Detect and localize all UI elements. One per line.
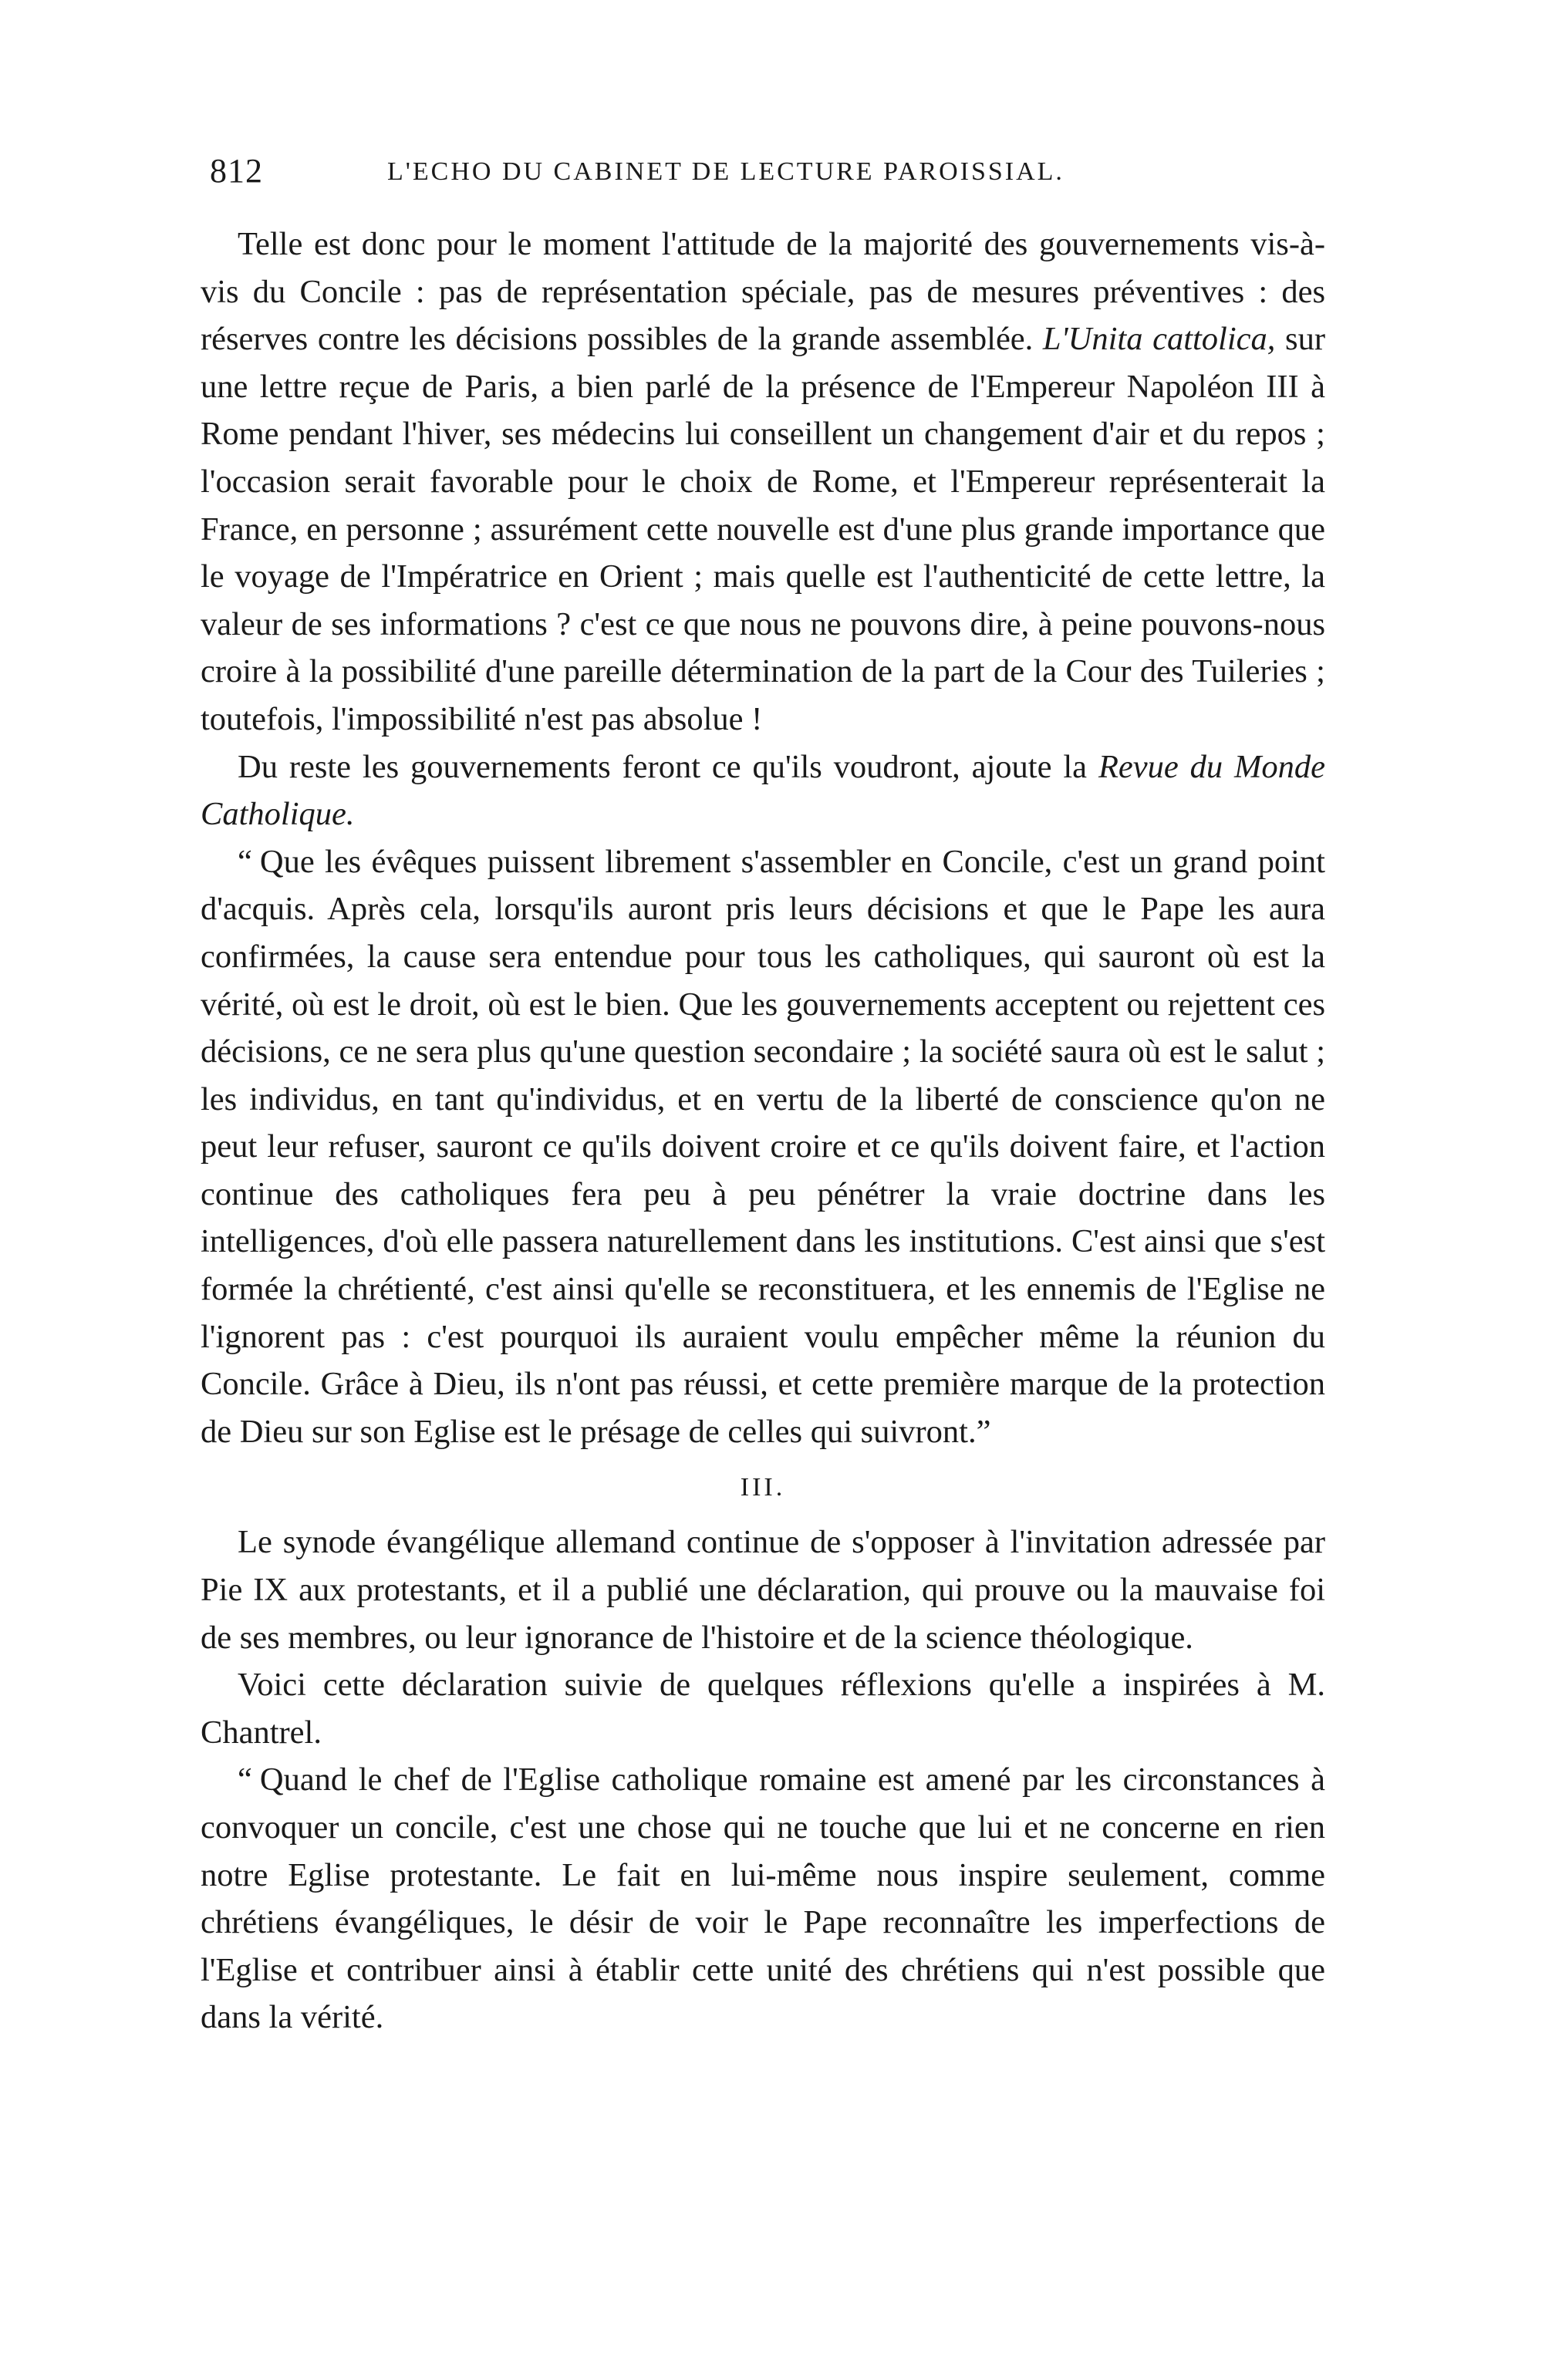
paragraph-2-text: Du reste les gouvernements feront ce qu'ils voudront, ajoute la (238, 748, 1088, 785)
paragraph-2-italic-title: Revue du Monde Catholique. (201, 748, 1326, 833)
page-number: 812 (210, 152, 263, 190)
paragraph-1-text-a: Telle est donc pour le moment l'attitude de la majorité des gouvernements vis-à-vis du Concile : pas de représentation spéciale, pas de mesures préventives : des réserves contre les décisions possibles de la grande assemblée. (201, 226, 1325, 358)
paragraph-3-text: Que les évêques puissent librement s'assembler en Concile, c'est un grand point d'acquis. Après cela, lorsqu'ils auront pris leurs décisions et que le Pape les aura confirmées, la cause sera entendue pour tous les catholiques, qui sauront où est la vérité, où est le droit, où est le bien. Que les gouvernements acceptent ou rejettent ces décisions, ce ne sera plus qu'une question secondaire ; la société saura où est le salut ; les individus, en tant qu'individus, et en vertu de la liberté de conscience qu'on ne peut leur refuser, sauront ce qu'ils doivent croire et ce qu'ils doivent faire, et l'action continue des catholiques fera peu à peu pénétrer la vraie doctrine dans les intelligences, d'où elle passera naturellement dans les institutions. C'est ainsi que s'est formée la chrétienté, c'est ainsi qu'elle se reconstituera, et les ennemis de l'Eglise ne l'ignorent pas : c'est pourquoi ils auraient voulu empêcher même la réunion du Concile. Grâce à Dieu, ils n'ont pas réussi, et cette première marque de la protection de Dieu sur son Eglise est le présage de celles qui suivront.” (201, 843, 1325, 1450)
paragraph-1-italic-title: L'Unita cattolica, (1042, 321, 1276, 358)
paragraph-4-text: Le synode évangélique allemand continue de s'opposer à l'invitation adressée par Pie IX aux protestants, et il a publié une déclaration, qui prouve ou la mauvaise foi de ses membres, ou leur ignorance de l'histoire et de la science théologique. (201, 1524, 1325, 1656)
section-heading: III. (740, 1473, 786, 1502)
paragraph-2 (201, 743, 1325, 838)
paragraph-6-text: Quand le chef de l'Eglise catholique romaine est amené par les circonstances à convoquer un concile, c'est une chose qui ne touche que lui et ne concerne en rien notre Eglise protestante. Le fait en lui-même nous inspire seulement, comme chrétiens évangéliques, le désir de voir le Pape reconnaître les imperfections de l'Eglise et contribuer ainsi à établir cette unité des chrétiens qui n'est possible que dans la vérité. (201, 1761, 1325, 2036)
running-head (210, 151, 1336, 197)
paragraph-6-quote (201, 1756, 1325, 2041)
body-text (201, 221, 1325, 2041)
paragraph-5 (201, 1661, 1325, 1756)
open-quote-mark: “ (238, 843, 252, 880)
paragraph-5-text: Voici cette déclaration suivie de quelques réflexions qu'elle a inspirées à M. Chantrel. (201, 1667, 1325, 1751)
open-quote-mark: “ (238, 1761, 252, 1798)
paragraph-1-text-b: sur une lettre reçue de Paris, a bien parlé de la présence de l'Empereur Napoléon III à Rome pendant l'hiver, ses médecins lui conseillent un changement d'air et du repos ; l'occasion serait favorable pour le choix de Rome, et l'Empereur représenterait la France, en personne ; assurément cette nouvelle est d'une plus grande importance que le voyage de l'Impératrice en Orient ; mais quelle est l'authenticité de cette lettre, la valeur de ses informations ? c'est ce que nous ne pouvons dire, à peine pouvons-nous croire à la possibilité d'une pareille détermination de la part de la Cour des Tuileries ; toutefois, l'impossibilité n'est pas absolue ! (201, 321, 1325, 737)
running-title: L'ECHO DU CABINET DE LECTURE PAROISSIAL. (387, 157, 1065, 186)
paragraph-4 (201, 1519, 1325, 1661)
paragraph-1 (201, 221, 1325, 743)
paragraph-3-quote (201, 838, 1325, 1456)
